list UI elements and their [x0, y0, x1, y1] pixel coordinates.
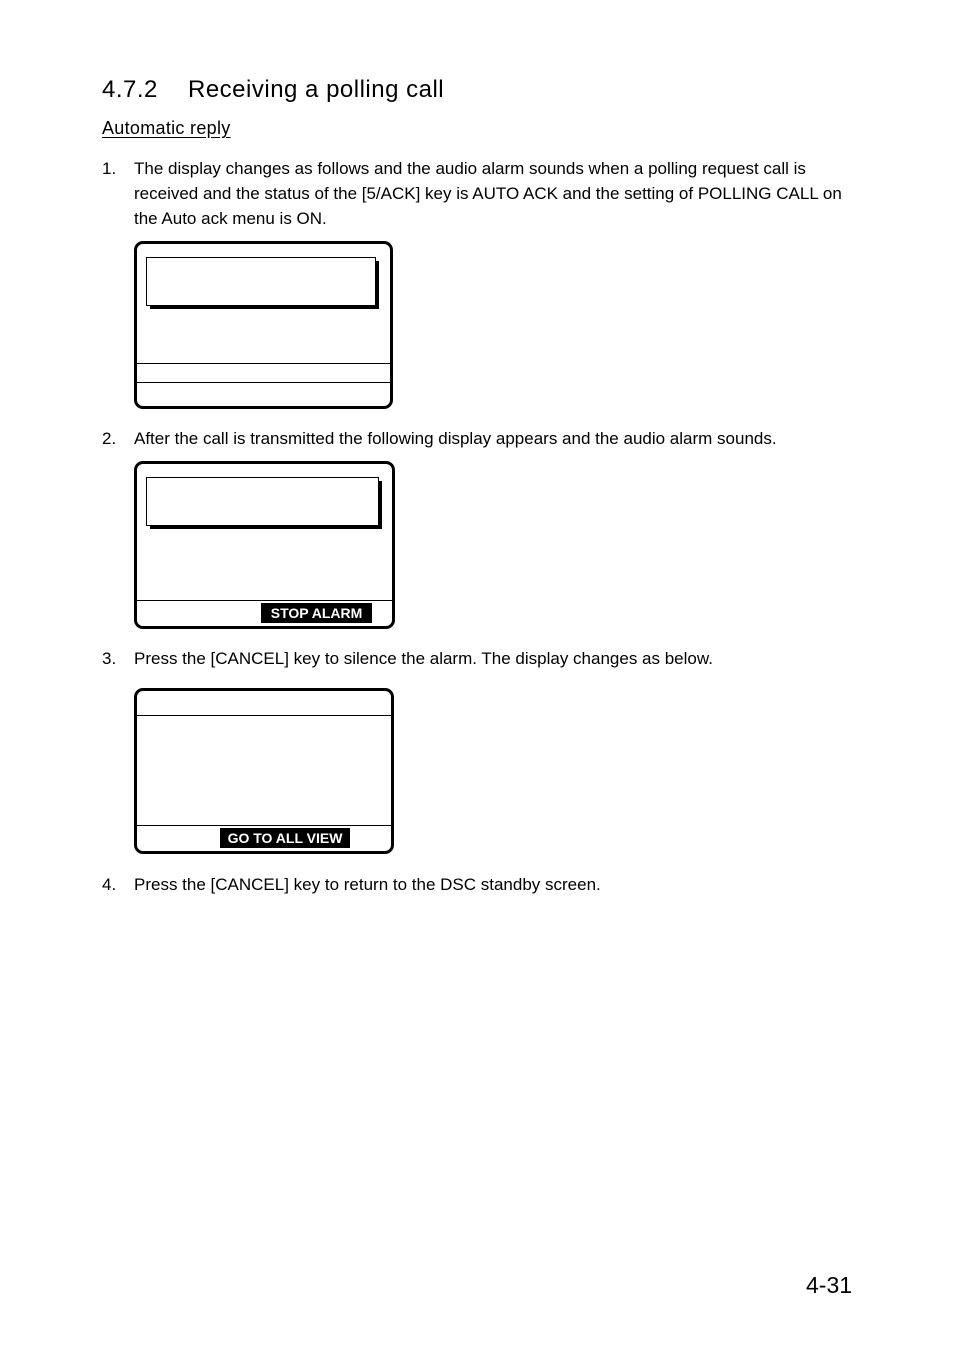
subheading-automatic-reply: Automatic reply	[102, 118, 231, 138]
step-text: After the call is transmitted the following display appears and the audio alarm sounds.	[134, 429, 777, 448]
section-title-text: Receiving a polling call	[188, 76, 445, 103]
softkey-go-to-all-view[interactable]: GO TO ALL VIEW	[220, 828, 350, 848]
step-1	[102, 156, 862, 231]
step-4	[102, 872, 862, 897]
step-2	[102, 426, 862, 451]
lcd-divider	[137, 715, 391, 716]
lcd-message-box	[146, 257, 376, 306]
page-number: 4-31	[806, 1272, 853, 1298]
step-number: 2.	[102, 429, 117, 448]
step-text: Press the [CANCEL] key to silence the alarm. The display changes as below.	[134, 649, 713, 668]
step-number: 1.	[102, 159, 117, 178]
lcd-divider	[137, 382, 390, 383]
section-title	[102, 76, 444, 104]
softkey-stop-alarm[interactable]: STOP ALARM	[261, 603, 372, 623]
section-number: 4.7.2	[102, 76, 158, 103]
lcd-screen-3	[134, 688, 394, 854]
lcd-divider	[137, 825, 391, 826]
lcd-screen-2	[134, 461, 395, 629]
step-text: Press the [CANCEL] key to return to the DSC standby screen.	[134, 875, 601, 894]
lcd-divider	[137, 600, 392, 601]
lcd-screen-1	[134, 241, 393, 409]
step-number: 4.	[102, 875, 117, 894]
lcd-divider	[137, 363, 390, 364]
step-text: The display changes as follows and the audio alarm sounds when a polling request call is received and the status of the [5/ACK] key is AUTO ACK and the setting of POLLING CALL on the Auto ack menu is ON.	[134, 159, 842, 228]
step-3	[102, 646, 862, 671]
step-number: 3.	[102, 649, 117, 668]
lcd-message-box	[146, 477, 379, 526]
